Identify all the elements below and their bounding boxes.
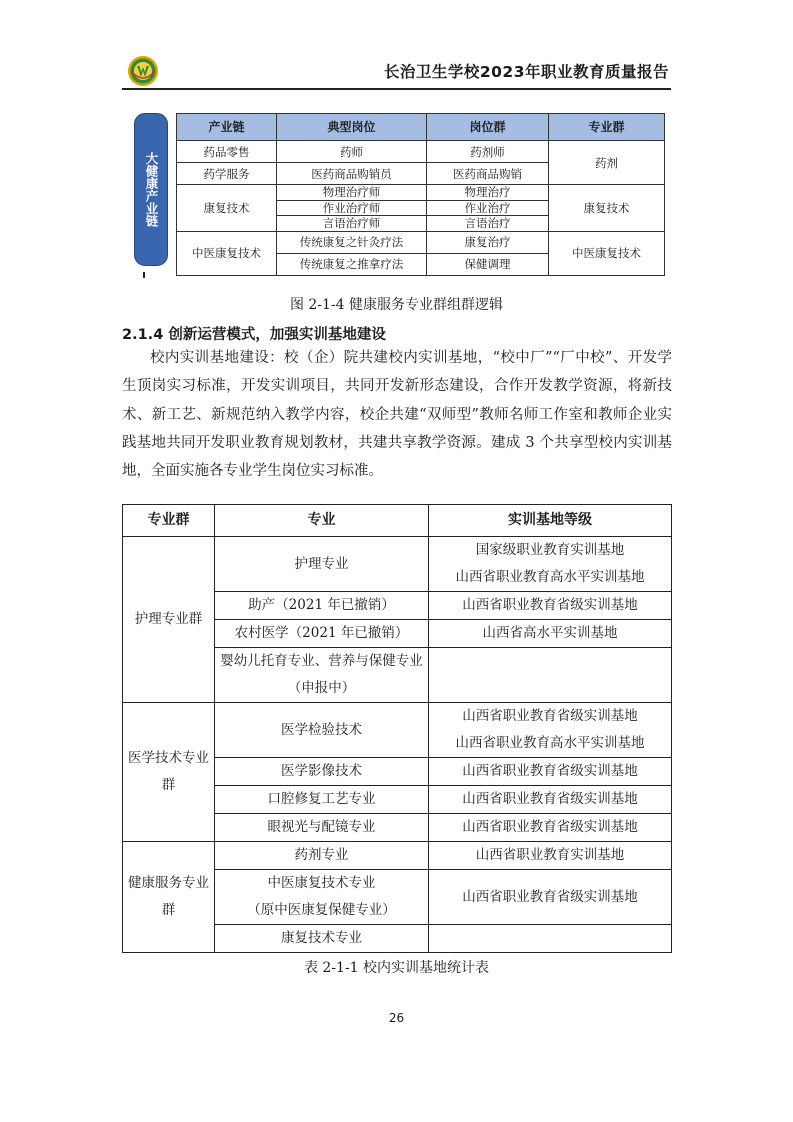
level-cell <box>429 648 672 703</box>
section-heading: 2.1.4 创新运营模式，加强实训基地建设 <box>122 327 386 343</box>
figure-marker <box>143 272 145 278</box>
figure-side-text: 大健康产业链 <box>144 152 159 227</box>
table-header-row <box>123 505 672 537</box>
table-header-group: 专业群 <box>123 505 215 537</box>
major-cell: 药剂专业 <box>215 842 429 870</box>
table-row <box>123 537 672 592</box>
school-emblem-icon <box>127 55 159 87</box>
figure-header-post: 典型岗位 <box>277 114 427 141</box>
major-cell: 婴幼儿托育专业、营养与保健专业（申报中） <box>215 648 429 703</box>
level-cell: 国家级职业教育实训基地 山西省职业教育高水平实训基地 <box>429 537 672 592</box>
figure-post-cell: 医药商品购销员 <box>277 163 427 185</box>
table-header-level: 实训基地等级 <box>429 505 672 537</box>
figure-post-group-cell: 药剂师 <box>427 141 549 163</box>
figure-header-major-group: 专业群 <box>549 114 665 141</box>
level-cell: 山西省职业教育实训基地 <box>429 842 672 870</box>
figure-header-row <box>177 114 665 141</box>
level-cell: 山西省职业教育省级实训基地 <box>429 814 672 842</box>
major-cell: 护理专业 <box>215 537 429 592</box>
figure-group-cell: 中医康复技术 <box>549 231 665 275</box>
figure-header-chain: 产业链 <box>177 114 277 141</box>
table-header-major: 专业 <box>215 505 429 537</box>
training-base-table <box>122 504 672 953</box>
page-number: 26 <box>388 1011 405 1025</box>
table-row <box>123 842 672 870</box>
figure-post-cell: 言语治疗师 <box>277 216 427 232</box>
major-cell: 口腔修复工艺专业 <box>215 786 429 814</box>
level-cell: 山西省职业教育省级实训基地 <box>429 592 672 620</box>
figure-post-group-cell: 作业治疗 <box>427 200 549 216</box>
figure-post-group-cell: 言语治疗 <box>427 216 549 232</box>
group-name-cell: 护理专业群 <box>123 537 215 703</box>
figure-post-group-cell: 康复治疗 <box>427 231 549 253</box>
figure-row <box>177 141 665 163</box>
level-cell: 山西省职业教育省级实训基地 山西省职业教育高水平实训基地 <box>429 703 672 758</box>
major-cell: 助产（2021 年已撤销） <box>215 592 429 620</box>
figure-chain-cell: 药品零售 <box>177 141 277 163</box>
figure-group-cell: 康复技术 <box>549 185 665 232</box>
table-row <box>123 703 672 758</box>
level-cell: 山西省职业教育省级实训基地 <box>429 786 672 814</box>
level-cell: 山西省职业教育省级实训基地 <box>429 758 672 786</box>
figure-row <box>177 231 665 253</box>
level-cell: 山西省职业教育省级实训基地 <box>429 870 672 925</box>
figure-side-label <box>134 113 168 266</box>
group-name-cell: 健康服务专业群 <box>123 842 215 953</box>
body-paragraph: 校内实训基地建设：校（企）院共建校内实训基地，“校中厂”“厂中校”、开发学生顶岗实习标准，开发实训项目，共同开发新形态建设，合作开发教学资源，将新技术、新工艺、新规范纳入教学内容，校企共建“双师型”教师名师工作室和教师企业实践基地共同开发职业教育规划教材，共建共享教学资源。建成 3 个共享型校内实训基地，全面实施各专业学生岗位实习标准。 <box>122 350 672 480</box>
major-cell: 农村医学（2021 年已撤销） <box>215 620 429 648</box>
figure-health-service-group <box>134 113 666 270</box>
figure-post-cell: 物理治疗师 <box>277 185 427 201</box>
figure-chain-cell: 药学服务 <box>177 163 277 185</box>
level-cell <box>429 925 672 953</box>
major-cell: 医学检验技术 <box>215 703 429 758</box>
major-cell: 中医康复技术专业 （原中医康复保健专业） <box>215 870 429 925</box>
figure-header-post-group: 岗位群 <box>427 114 549 141</box>
figure-post-cell: 作业治疗师 <box>277 200 427 216</box>
figure-table <box>176 113 665 276</box>
level-cell: 山西省高水平实训基地 <box>429 620 672 648</box>
figure-post-group-cell: 物理治疗 <box>427 185 549 201</box>
major-cell: 康复技术专业 <box>215 925 429 953</box>
header-divider <box>122 88 671 90</box>
figure-post-cell: 药师 <box>277 141 427 163</box>
figure-chain-cell: 康复技术 <box>177 185 277 232</box>
figure-post-group-cell: 医药商品购销 <box>427 163 549 185</box>
figure-group-cell: 药剂 <box>549 141 665 185</box>
figure-post-cell: 传统康复之推拿疗法 <box>277 253 427 275</box>
table-caption: 表 2-1-1 校内实训基地统计表 <box>303 960 490 976</box>
major-cell: 眼视光与配镜专业 <box>215 814 429 842</box>
figure-post-cell: 传统康复之针灸疗法 <box>277 231 427 253</box>
group-name-cell: 医学技术专业群 <box>123 703 215 842</box>
report-title: 长治卫生学校2023年职业教育质量报告 <box>383 63 669 81</box>
major-cell: 医学影像技术 <box>215 758 429 786</box>
figure-row <box>177 185 665 201</box>
figure-chain-cell: 中医康复技术 <box>177 231 277 275</box>
figure-post-group-cell: 保健调理 <box>427 253 549 275</box>
figure-caption: 图 2-1-4 健康服务专业群组群逻辑 <box>289 297 504 313</box>
